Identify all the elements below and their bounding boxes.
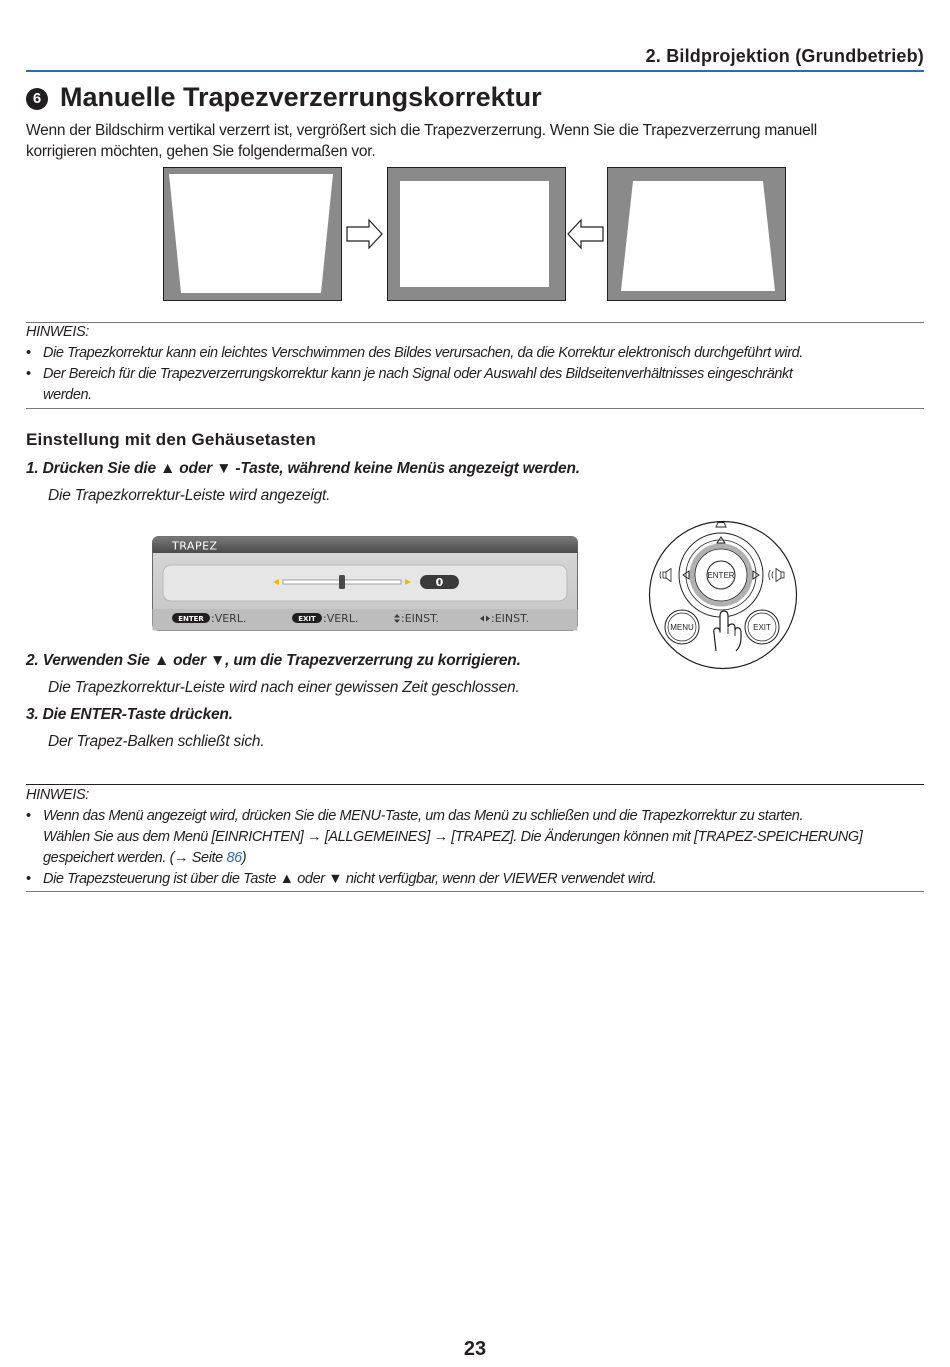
exit-button-label: EXIT [753,623,771,632]
header-rule [26,70,924,72]
page-number: 23 [463,1338,487,1360]
step-1-description: Die Trapezkorrektur-Leiste wird angezeigt. [48,487,331,504]
step-2-description: Die Trapezkorrektur-Leiste wird nach einer gewissen Zeit geschlossen. [48,679,520,696]
corrected-screen-center [388,168,566,301]
keystone-slider-thumb[interactable] [339,575,345,589]
note-bullet [26,806,924,869]
osd-title: TRAPEZ [172,539,218,553]
note-bullet-line: Wählen Sie aus dem Menü [EINRICHTEN] → [ALLGEMEINES] → [TRAPEZ]. Die Änderungen können mit [TRAPEZ-SPEICHERUNG] [43,829,863,845]
exit-button[interactable] [745,610,779,644]
note-bullet: • Die Trapezsteuerung ist über die Taste ▲ oder ▼ nicht verfügbar, wenn der VIEWER verwendet wird. [26,869,924,890]
keystone-illustration [163,167,787,303]
page-reference-link[interactable]: 86 [226,850,242,866]
note-rule-bottom [26,408,924,409]
section-title [26,82,542,113]
step-2: 2. Verwenden Sie ▲ oder ▼, um die Trapezverzerrung zu korrigieren. [26,652,521,669]
chapter-title: 2. Bildprojektion (Grundbetrieb) [645,46,924,66]
enter-button[interactable] [707,561,735,589]
projector-keypad-illustration [648,520,798,670]
intro-paragraph [26,120,926,162]
arrow-left-icon [568,220,603,248]
arrow-right-icon [347,220,382,248]
section-number-badge: 6 [26,88,48,110]
note-bullet-line: • Der Bereich für die Trapezverzerrungskorrektur kann je nach Signal oder Auswahl des Bildseitenverhältnisses eingeschränkt [43,366,793,382]
exit-action-label: :VERL. [323,612,359,625]
note-box-2 [26,785,924,890]
keystone-osd-bar [152,536,578,632]
note-label: HINWEIS: [26,787,89,803]
note-bullet-line [43,848,924,869]
note-text: gespeichert werden. (→ Seite [43,850,227,866]
distorted-screen-right [608,168,786,301]
leftright-action-label: :EINST. [491,612,530,625]
keystone-value: 0 [435,576,444,589]
note-bullet: • Die Trapezkorrektur kann ein leichtes Verschwimmen des Bildes verursachen, da die Korrektur elektronisch durchgeführt wird. [26,343,924,364]
note-label: HINWEIS: [26,324,89,340]
step-1: 1. Drücken Sie die ▲ oder ▼ -Taste, während keine Menüs angezeigt werden. [26,460,580,477]
section-title-text: Manuelle Trapezverzerrungskorrektur [60,82,542,112]
note-rule-bottom [26,891,924,892]
intro-line-2: korrigieren möchten, gehen Sie folgendermaßen vor. [26,143,376,160]
intro-line-1: Wenn der Bildschirm vertikal verzerrt ist, vergrößert sich die Trapezverzerrung. Wenn Sie die Trapezverzerrung manuell [26,122,817,139]
step-3-description: Der Trapez-Balken schließt sich. [48,733,265,750]
menu-button-label: MENU [670,623,694,632]
note-box-1 [26,322,924,406]
note-text: ) [241,850,247,866]
exit-key-label: EXIT [298,615,316,623]
enter-key-label: ENTER [178,615,204,623]
subsection-title: Einstellung mit den Gehäusetasten [26,430,316,449]
note-bullet-line: werden. [43,387,92,403]
enter-action-label: :VERL. [211,612,247,625]
updown-action-label: :EINST. [401,612,440,625]
distorted-screen-left [164,168,342,301]
note-bullet-line: • Wenn das Menü angezeigt wird, drücken Sie die MENU-Taste, um das Menü zu schließen und die Trapezkorrektur zu starten. [43,808,804,824]
menu-button[interactable] [665,610,699,644]
note-bullet [26,364,924,406]
step-3: 3. Die ENTER-Taste drücken. [26,706,233,723]
enter-button-label: ENTER [707,571,735,580]
